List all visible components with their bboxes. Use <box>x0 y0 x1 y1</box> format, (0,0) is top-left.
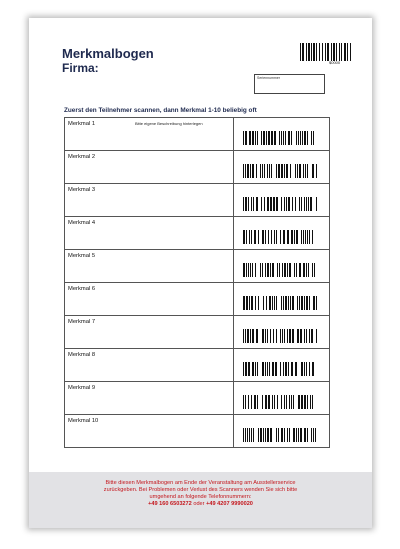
form-sheet <box>29 18 372 528</box>
table-row <box>65 349 329 382</box>
merkmal-barcode[interactable] <box>243 329 317 343</box>
table-row <box>65 382 329 415</box>
merkmal-label: Merkmal 7 <box>68 319 96 325</box>
merkmal-barcode[interactable] <box>243 164 317 178</box>
page-title: Merkmalbogen <box>62 46 154 61</box>
merkmal-label: Merkmal 6 <box>68 286 96 292</box>
column-divider <box>233 349 234 381</box>
merkmal-barcode[interactable] <box>243 131 317 145</box>
merkmal-label: Merkmal 8 <box>68 352 96 358</box>
column-divider <box>233 217 234 249</box>
firma-label: Firma: <box>62 61 99 75</box>
merkmal-label: Merkmal 3 <box>68 187 96 193</box>
footer-text <box>39 480 362 508</box>
scan-instruction: Zuerst den Teilnehmer scannen, dann Merkmal 1-10 beliebig oft <box>64 107 257 114</box>
table-row <box>65 118 329 151</box>
footer-line: umgehend an folgende Telefonnummern: <box>149 494 252 500</box>
footer-line: Bitte diesen Merkmalbogen am Ende der Veranstaltung am Ausstellerservice <box>105 480 296 486</box>
table-row <box>65 151 329 184</box>
table-row <box>65 184 329 217</box>
footer-notice <box>29 472 372 528</box>
merkmal-label: Merkmal 9 <box>68 385 96 391</box>
column-divider <box>233 415 234 448</box>
footer-line: zurückgeben. Bei Problemen oder Verlust des Scanners wenden Sie sich bitte <box>103 487 298 493</box>
phone-number-1[interactable]: +49 160 6503272 <box>148 501 192 507</box>
table-row <box>65 316 329 349</box>
column-divider <box>233 382 234 414</box>
merkmal-barcode[interactable] <box>243 263 317 277</box>
header-barcode-code: $0000 <box>329 60 341 65</box>
header-barcode <box>300 43 352 61</box>
merkmal-barcode[interactable] <box>243 296 317 310</box>
table-row <box>65 283 329 316</box>
footer-phones <box>39 501 362 508</box>
merkmal-label: Merkmal 10 <box>68 418 99 424</box>
merkmal-barcode[interactable] <box>243 395 317 409</box>
table-row <box>65 250 329 283</box>
column-divider <box>233 151 234 183</box>
phone-number-2[interactable]: +49 4207 9990020 <box>206 501 253 507</box>
merkmal-barcode[interactable] <box>243 197 317 211</box>
serial-number-box[interactable] <box>254 74 325 94</box>
description-hint: Bitte eigene Beschreibung hinterlegen <box>135 121 203 126</box>
table-row <box>65 217 329 250</box>
serial-number-label: Seriennummer <box>257 76 280 80</box>
column-divider <box>233 316 234 348</box>
table-row <box>65 415 329 448</box>
merkmal-table <box>64 117 330 448</box>
column-divider <box>233 250 234 282</box>
column-divider <box>233 283 234 315</box>
merkmal-barcode[interactable] <box>243 230 317 244</box>
column-divider <box>233 184 234 216</box>
merkmal-label: Merkmal 2 <box>68 154 96 160</box>
merkmal-label: Merkmal 5 <box>68 253 96 259</box>
merkmal-barcode[interactable] <box>243 428 317 442</box>
merkmal-label: Merkmal 1 <box>68 121 96 127</box>
merkmal-label: Merkmal 4 <box>68 220 96 226</box>
column-divider <box>233 118 234 150</box>
merkmal-barcode[interactable] <box>243 362 317 376</box>
phone-connector: oder <box>191 501 207 507</box>
